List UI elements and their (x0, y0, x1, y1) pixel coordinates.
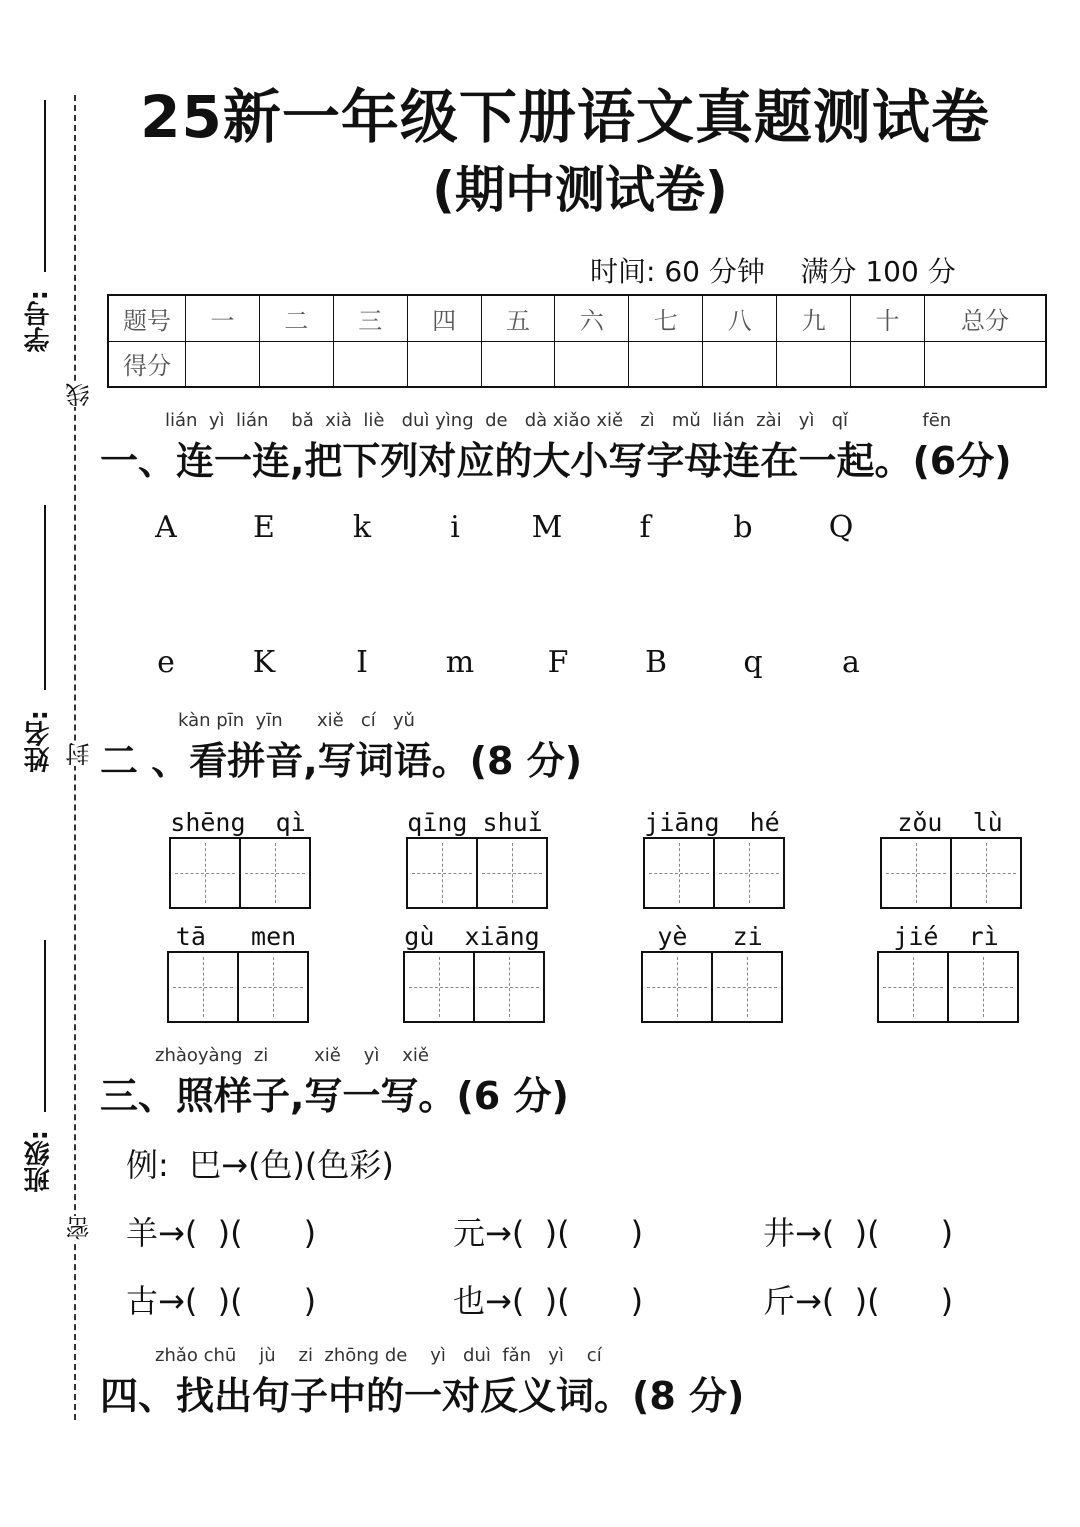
grid-cell[interactable] (473, 953, 543, 1021)
q1-heading: 一、连一连,把下列对应的大小写字母连在一起。(6分) (100, 439, 1012, 483)
q3-item[interactable]: 元→( )( ) (453, 1214, 644, 1252)
score-cell[interactable] (259, 341, 333, 387)
q2-answer-grid[interactable] (643, 837, 785, 909)
q2-pinyin: kàn pīn yīn xiě cí yǔ (178, 710, 415, 731)
score-table-col: 六 (555, 295, 629, 341)
score-cell[interactable] (481, 341, 555, 387)
binding-word-secret: 密 (62, 1216, 97, 1240)
q1-top-letter[interactable]: M (531, 510, 563, 545)
grid-cell[interactable] (879, 953, 947, 1021)
q4-heading: 四、找出句子中的一对反义词。(8 分) (100, 1374, 745, 1418)
q2-answer-grid[interactable] (641, 951, 783, 1023)
q3-item[interactable]: 斤→( )( ) (763, 1282, 954, 1320)
name-label: 姓名: (24, 710, 54, 773)
score-cell-total[interactable] (925, 341, 1047, 387)
score-table (107, 294, 1047, 388)
score-table-header-row (108, 295, 1046, 341)
q1-bottom-letter[interactable]: B (644, 645, 668, 680)
grid-cell[interactable] (476, 839, 546, 907)
page-title: 25新一年级下册语文真题测试卷 (140, 83, 990, 151)
page-subtitle: (期中测试卷) (432, 161, 728, 219)
grid-cell[interactable] (947, 953, 1017, 1021)
q2-answer-grid[interactable] (880, 837, 1022, 909)
grid-cell[interactable] (237, 953, 307, 1021)
q1-bottom-letter[interactable]: a (842, 645, 860, 680)
score-table-col: 五 (481, 295, 555, 341)
q3-item[interactable]: 羊→( )( ) (126, 1214, 317, 1252)
q2-word-pinyin: yè zi (657, 922, 763, 951)
grid-cell[interactable] (882, 839, 950, 907)
q1-bottom-letter[interactable]: F (547, 645, 569, 680)
q1-top-letter[interactable]: b (733, 510, 753, 545)
q2-heading: 二 、看拼音,写词语。(8 分) (100, 739, 583, 783)
grid-cell[interactable] (645, 839, 713, 907)
q1-bottom-letter[interactable]: q (743, 645, 763, 680)
q2-answer-grid[interactable] (877, 951, 1019, 1023)
score-table-col: 十 (851, 295, 925, 341)
q1-top-letter[interactable]: i (450, 510, 460, 545)
q1-bottom-letter[interactable]: I (356, 645, 368, 680)
grid-cell[interactable] (713, 839, 783, 907)
class-line (44, 940, 46, 1112)
q2-answer-grid[interactable] (169, 837, 311, 909)
grid-cell[interactable] (239, 839, 309, 907)
q1-top-letter[interactable]: k (352, 510, 372, 545)
class-label: 班级: (24, 1130, 54, 1193)
score-cell[interactable] (333, 341, 407, 387)
q1-bottom-letter[interactable]: m (445, 645, 475, 680)
score-table-header-label: 题号 (108, 295, 186, 341)
q2-word-pinyin: zǒu lù (897, 808, 1003, 837)
exam-meta: 时间: 60 分钟 满分 100 分 (590, 255, 956, 288)
binding-word-line: 线 (62, 383, 97, 407)
q3-item[interactable]: 也→( )( ) (453, 1282, 644, 1320)
score-cell[interactable] (777, 341, 851, 387)
grid-cell[interactable] (171, 839, 239, 907)
score-table-col: 一 (186, 295, 260, 341)
score-cell[interactable] (186, 341, 260, 387)
score-table-score-row (108, 341, 1046, 387)
q3-item[interactable]: 古→( )( ) (126, 1282, 317, 1320)
q1-top-letter[interactable]: A (155, 510, 177, 545)
q2-word-pinyin: jiāng hé (644, 808, 780, 837)
q2-word-pinyin: gù xiāng (404, 922, 540, 951)
grid-cell[interactable] (405, 953, 473, 1021)
q3-pinyin: zhàoyàng zi xiě yì xiě (155, 1045, 429, 1066)
q2-word-pinyin: tā men (175, 922, 297, 951)
q3-example: 例: 巴→(色)(色彩) (126, 1146, 394, 1184)
q1-top-letter[interactable]: Q (828, 510, 854, 545)
q2-word-pinyin: shēng qì (170, 808, 306, 837)
q1-bottom-letter[interactable]: e (157, 645, 175, 680)
score-cell[interactable] (555, 341, 629, 387)
q4-pinyin: zhǎo chū jù zi zhōng de yì duì fǎn yì cí (155, 1345, 602, 1366)
score-table-col: 九 (777, 295, 851, 341)
grid-cell[interactable] (408, 839, 476, 907)
grid-cell[interactable] (643, 953, 711, 1021)
q1-top-letter[interactable]: E (253, 510, 275, 545)
q1-top-letter[interactable]: f (639, 510, 651, 545)
score-table-col-total: 总分 (925, 295, 1047, 341)
name-line (44, 505, 46, 690)
score-table-col: 七 (629, 295, 703, 341)
score-table-col: 二 (259, 295, 333, 341)
q2-word-pinyin: qīng shuǐ (407, 808, 543, 837)
q3-item[interactable]: 井→( )( ) (763, 1214, 954, 1252)
score-table-col: 三 (333, 295, 407, 341)
binding-word-seal: 封 (62, 742, 97, 766)
student-id-label: 学号: (24, 290, 54, 353)
score-table-col: 八 (703, 295, 777, 341)
q2-answer-grid[interactable] (406, 837, 548, 909)
score-cell[interactable] (629, 341, 703, 387)
score-table-row-label: 得分 (108, 341, 186, 387)
score-table-col: 四 (407, 295, 481, 341)
q1-bottom-letter[interactable]: K (252, 645, 276, 680)
grid-cell[interactable] (711, 953, 781, 1021)
q1-pinyin: lián yì lián bǎ xià liè duì yìng de dà xiǎo xiě zì mǔ lián zài yì qǐ fēn (165, 410, 952, 431)
score-cell[interactable] (703, 341, 777, 387)
q3-heading: 三、照样子,写一写。(6 分) (100, 1074, 569, 1118)
grid-cell[interactable] (169, 953, 237, 1021)
score-cell[interactable] (851, 341, 925, 387)
q2-word-pinyin: jié rì (893, 922, 999, 951)
score-cell[interactable] (407, 341, 481, 387)
q2-answer-grid[interactable] (167, 951, 309, 1023)
grid-cell[interactable] (950, 839, 1020, 907)
q2-answer-grid[interactable] (403, 951, 545, 1023)
